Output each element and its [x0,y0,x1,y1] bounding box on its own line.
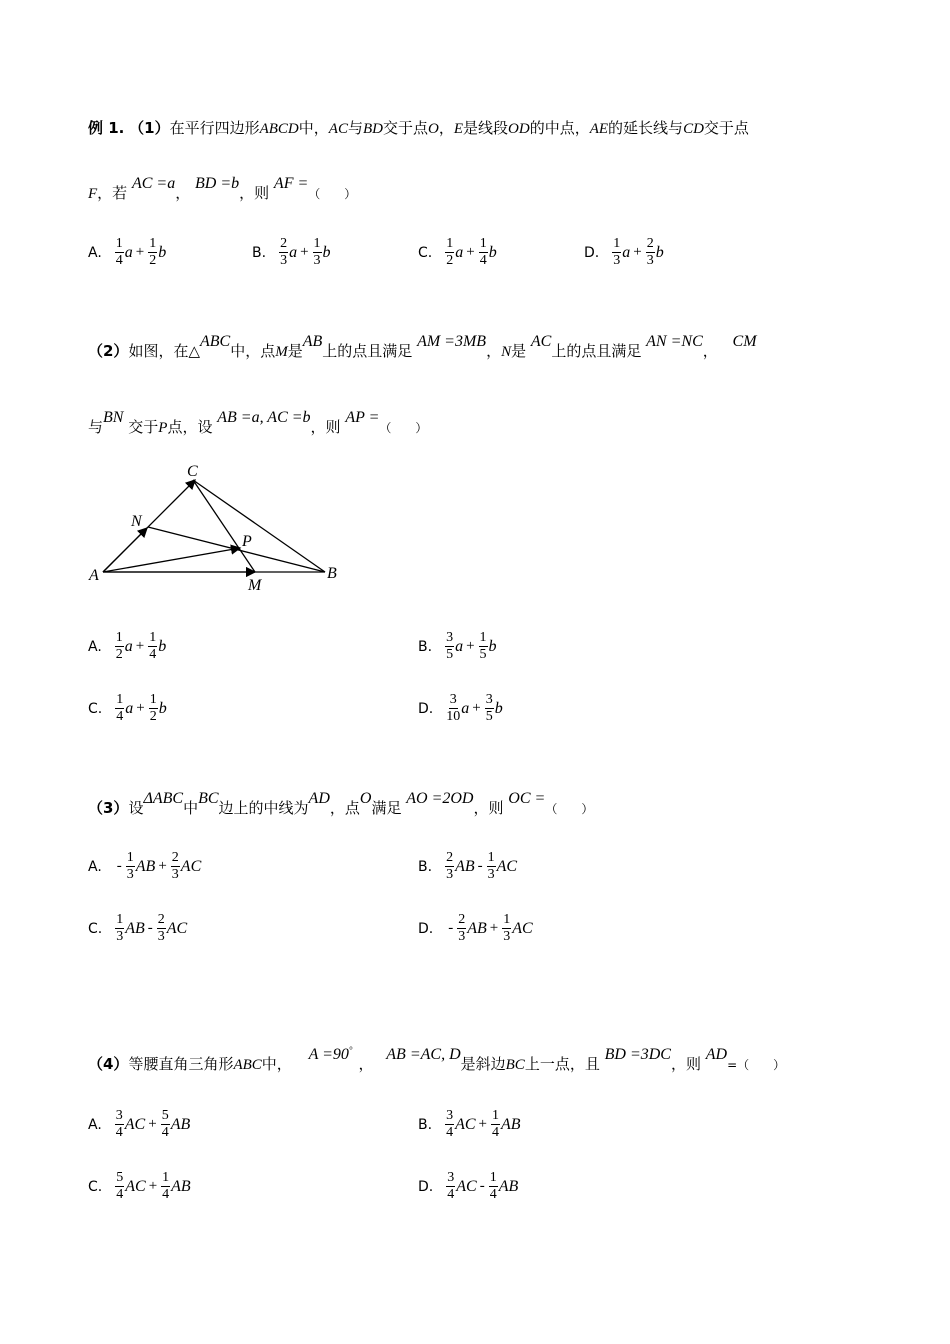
fraction: $\frac{1}{4}$ [115,236,123,268]
eq-bd: BD =3DC [604,1046,671,1063]
fraction: $\frac{3}{4}$ [446,1108,454,1140]
fraction: $\frac{3}{5}$ [485,692,493,724]
vector-term: a [455,637,464,655]
fraction: $\frac{1}{4}$ [162,1170,170,1202]
operator: - [147,920,153,936]
ask-ad: AD [705,1046,728,1063]
vector-term: b [158,699,167,717]
option-a[interactable] [88,1108,190,1141]
vector-term: a [455,243,464,261]
segment-cm [193,480,255,572]
vector-term: b [488,243,497,261]
option-b[interactable] [418,630,497,663]
operator: + [466,638,475,654]
fraction: $\frac{1}{4}$ [149,630,157,662]
option-key: B. [252,244,267,261]
vector-term: b [494,699,503,717]
vector-term: a [124,637,133,655]
fraction: $\frac{2}{3}$ [458,912,466,944]
option-c[interactable] [88,1170,191,1203]
option-key: B. [418,638,433,655]
operator: + [136,700,145,716]
fraction: $\frac{1}{4}$ [479,236,487,268]
option-a[interactable] [88,630,166,663]
vector-term: a [622,243,631,261]
q1-line2: F，若 AC =a， BD =b，则 AF =（ ） [88,175,357,202]
vector-term: b [158,637,167,655]
eq-an: AN =NC [646,333,703,350]
vector-term: a [461,699,470,717]
fraction: $\frac{1}{2}$ [446,236,454,268]
fraction: $\frac{3}{5}$ [446,630,454,662]
vector-term: AB [125,919,145,937]
option-key: A. [88,858,102,875]
fraction: $\frac{1}{4}$ [491,1108,499,1140]
option-key: C. [88,700,103,717]
fraction: $\frac{1}{2}$ [149,236,157,268]
fraction: $\frac{5}{4}$ [161,1108,169,1140]
option-key: B. [418,1116,433,1133]
segment-nb [148,527,325,572]
option-d[interactable] [418,692,503,725]
fraction: $\frac{3}{10}$ [446,692,461,724]
fraction: $\frac{3}{4}$ [447,1170,455,1202]
operator: + [158,858,167,874]
eq-am: AM =3MB [417,333,487,350]
vector-term: b [655,243,664,261]
option-key: A. [88,1116,102,1133]
ask-oc: OC = [508,790,546,807]
vector-term: AC [456,1177,477,1195]
q4-line1: （4）等腰直角三角形ABC中， A =90°， AB =AC, D是斜边BC上一点，且 BD =3DC，则 AD=（ ） [88,1045,786,1073]
option-c[interactable] [88,692,167,725]
option-c[interactable] [418,236,497,269]
sign: - [448,920,454,936]
fraction: $\frac{5}{4}$ [116,1170,124,1202]
eq-angle-a: A =90 [308,1046,349,1063]
eq-ab-ac: AB =AC, D [386,1046,461,1063]
q1-line1: 例 1. （1）在平行四边形ABCD中，AC与BD交于点O，E是线段OD的中点，AE的延长线与CD交于点 [88,119,749,137]
fraction: $\frac{1}{5}$ [479,630,487,662]
option-key: A. [88,638,102,655]
q3-line1: （3）设ΔABC中BC边上的中线为AD，点O满足 AO =2OD，则 OC =（ ） [88,790,594,817]
fraction: $\frac{1}{2}$ [115,630,123,662]
vector-term: b [322,243,331,261]
vector-term: AB [467,919,487,937]
operator: + [489,920,499,936]
vector-term: b [158,243,167,261]
operator: + [478,1116,487,1132]
vector-term: AB [170,1115,191,1133]
operator: + [466,244,475,260]
fraction: $\frac{1}{4}$ [489,1170,497,1202]
fraction: $\frac{2}{3}$ [446,850,454,882]
option-key: C. [418,244,433,261]
operator: + [148,1116,157,1132]
vector-term: a [124,243,133,261]
fraction: $\frac{1}{3}$ [487,850,495,882]
fraction: $\frac{2}{3}$ [646,236,654,268]
ask-ap: AP = [345,409,380,426]
eq-ac-a: AC =a [131,175,176,192]
label-p: P [242,533,252,550]
operator: + [300,244,309,260]
operator: - [479,1178,485,1194]
option-a[interactable] [88,850,201,883]
label-n: N [131,513,142,530]
q2-line2: 与BN 交于P点，设 AB =a, AC =b，则 AP =（ ） [88,409,428,436]
vector-term: AB [455,857,475,875]
operator: + [472,700,481,716]
vector-term: AC [166,919,188,937]
option-b[interactable] [418,850,517,883]
vector-term: AC [496,857,518,875]
operator: + [148,1178,158,1194]
vector-term: AC [124,1115,146,1133]
option-key: C. [88,920,103,937]
label-a: A [89,567,99,584]
vector-term: a [125,699,134,717]
vector-term: AC [512,919,533,937]
vector-term: AB [500,1115,521,1133]
option-key: D. [418,1178,434,1195]
q2-line1: （2）如图，在△ABC中，点M是AB上的点且满足 AM =3MB，N是 AC上的点且满足 AN =NC， CM [88,333,757,360]
vector-term: AC [180,857,202,875]
option-d[interactable] [584,236,664,269]
vector-term: AC [125,1177,146,1195]
fraction: $\frac{1}{3}$ [503,912,511,944]
option-b[interactable] [418,1108,521,1141]
eq-ao: AO =2OD [406,790,474,807]
label-m: M [248,577,262,594]
vector-term: AB [171,1177,191,1195]
option-key: D. [418,920,434,937]
fraction: $\frac{1}{3}$ [126,850,134,882]
segment-cb [193,480,325,572]
vector-term: a [289,243,298,261]
ask-af: AF = [273,175,309,192]
option-d[interactable] [418,912,533,945]
option-key: B. [418,858,433,875]
fraction: $\frac{1}{3}$ [313,236,321,268]
option-d[interactable] [418,1170,518,1203]
fraction: $\frac{2}{3}$ [171,850,179,882]
fraction: $\frac{1}{4}$ [116,692,124,724]
operator: + [633,244,642,260]
option-key: D. [584,244,600,261]
fraction: $\frac{1}{3}$ [613,236,621,268]
fraction: $\frac{1}{2}$ [149,692,157,724]
option-c[interactable] [88,912,187,945]
eq-bd-b: BD =b [195,175,240,192]
fraction: $\frac{2}{3}$ [157,912,165,944]
operator: - [477,858,483,874]
label-b: B [327,565,337,582]
example-heading: 例 1. [88,119,125,137]
fraction: $\frac{3}{4}$ [115,1108,123,1140]
sign: - [116,858,122,874]
vector-term: AB [135,857,156,875]
fraction: $\frac{2}{3}$ [280,236,288,268]
fraction: $\frac{1}{3}$ [116,912,124,944]
triangle-figure [85,460,345,595]
eq-set: AB =a, AC =b [217,409,311,426]
label-c: C [187,463,198,480]
option-key: A. [88,244,102,261]
option-key: C. [88,1178,103,1195]
vector-term: b [488,637,497,655]
operator: + [135,244,145,260]
vector-term: AC [455,1115,476,1133]
option-b[interactable] [252,236,331,269]
option-a[interactable] [88,236,166,269]
option-key: D. [418,700,434,717]
vector-term: AB [498,1177,519,1195]
operator: + [135,638,145,654]
